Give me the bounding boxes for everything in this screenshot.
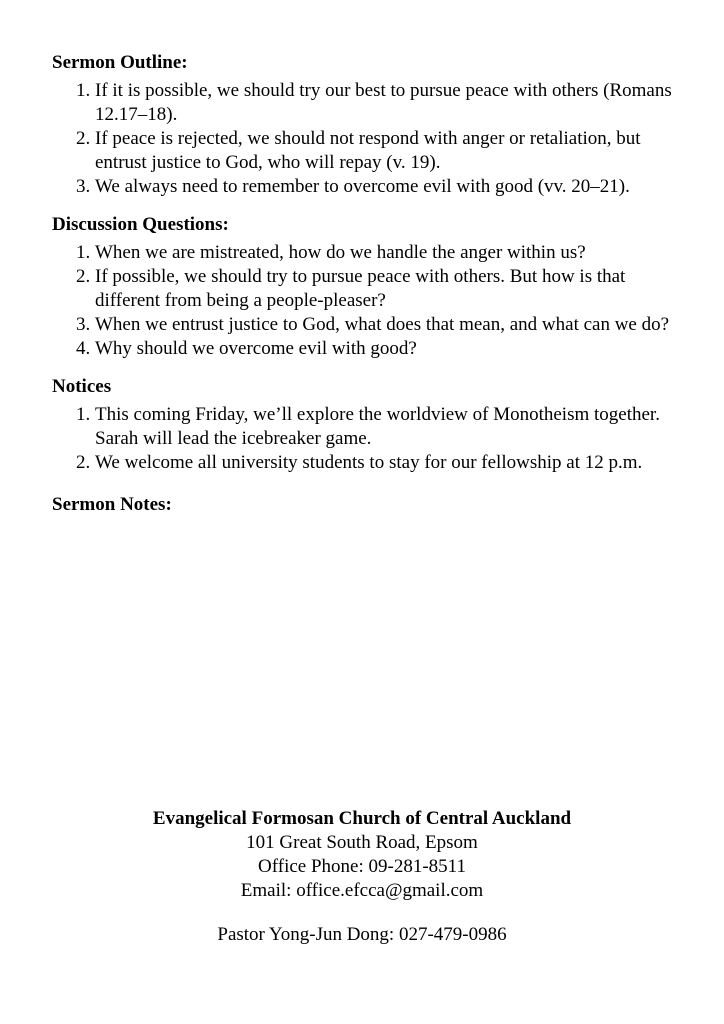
list-item: 1. When we are mistreated, how do we handle the anger within us? (95, 241, 678, 265)
section-sermon-notes (52, 493, 678, 517)
section-discussion-questions (52, 213, 678, 361)
discussion-questions-list (52, 241, 678, 361)
list-item: 2. We welcome all university students to stay for our fellowship at 12 p.m. (95, 451, 678, 475)
church-name: Evangelical Formosan Church of Central Auckland (152, 808, 572, 829)
notices-heading: Notices (52, 376, 112, 397)
list-item: 2. If possible, we should try to pursue peace with others. But how is that different from being a people-pleaser? (95, 265, 678, 313)
notices-list (52, 403, 678, 475)
office-phone: Office Phone: 09-281-8511 (258, 856, 466, 877)
sermon-notes-heading: Sermon Notes: (52, 494, 172, 515)
list-item: 1. This coming Friday, we’ll explore the worldview of Monotheism together. Sarah will lead the icebreaker game. (95, 403, 678, 451)
church-address: 101 Great South Road, Epsom (246, 832, 478, 853)
sermon-outline-heading: Sermon Outline: (52, 52, 188, 73)
section-sermon-outline (52, 51, 678, 199)
pastor-contact: Pastor Yong-Jun Dong: 027-479-0986 (217, 924, 507, 945)
list-item: 4. Why should we overcome evil with good? (95, 337, 678, 361)
list-item: 1. If it is possible, we should try our best to pursue peace with others (Romans 12.17–18). (95, 79, 678, 127)
discussion-questions-heading: Discussion Questions: (52, 214, 229, 235)
list-item: 3. When we entrust justice to God, what does that mean, and what can we do? (95, 313, 678, 337)
sermon-outline-list (52, 79, 678, 199)
footer (0, 807, 724, 947)
church-email: Email: office.efcca@gmail.com (240, 880, 484, 901)
list-item: 3. We always need to remember to overcome evil with good (vv. 20–21). (95, 175, 678, 199)
section-notices (52, 375, 678, 475)
list-item: 2. If peace is rejected, we should not respond with anger or retaliation, but entrust justice to God, who will repay (v. 19). (95, 127, 678, 175)
